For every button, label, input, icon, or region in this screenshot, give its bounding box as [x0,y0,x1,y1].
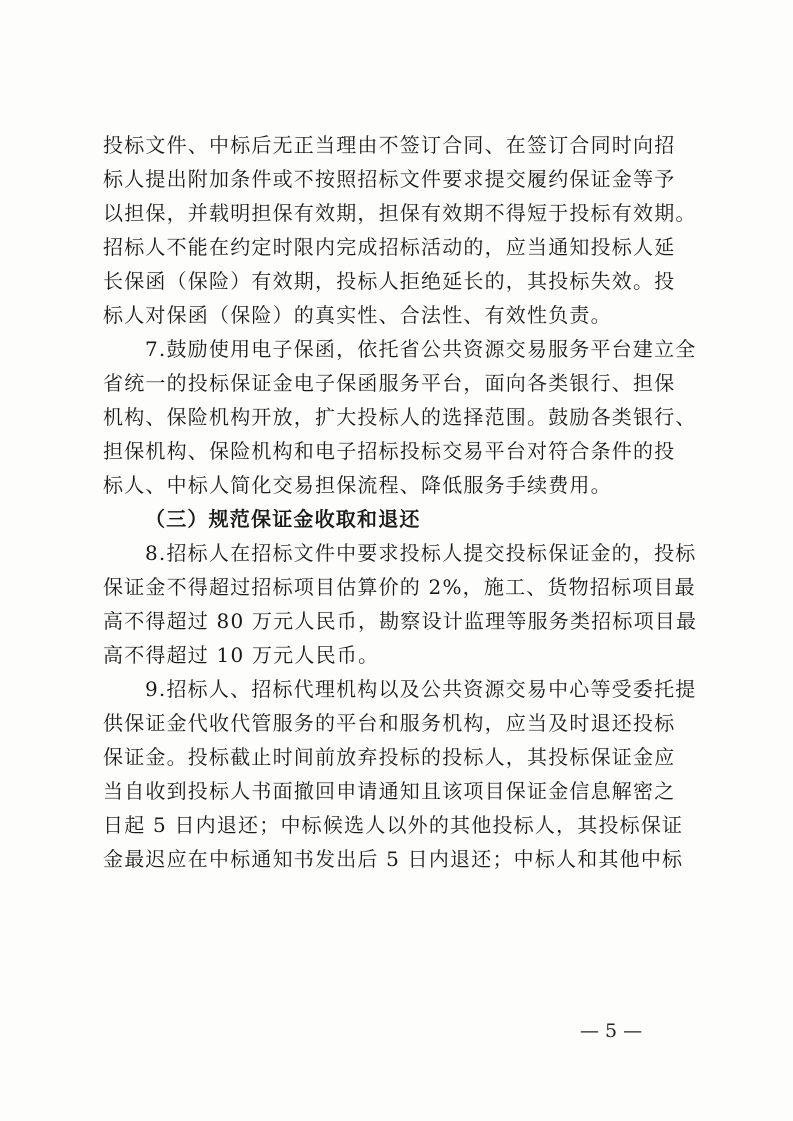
text-line: 投标文件、中标后无正当理由不签订合同、在签订合同时向招 [103,133,676,157]
body-text [103,128,698,876]
text-line: 供保证金代收代管服务的平台和服务机构，应当及时退还投标 [103,711,676,735]
text-line: 9.招标人、招标代理机构以及公共资源交易中心等受委托提 [145,677,697,701]
text-line: 高不得超过 80 万元人民币，勘察设计监理等服务类招标项目最 [103,609,698,633]
text-line: 当自收到投标人书面撤回申请通知且该项目保证金信息解密之 [103,779,676,803]
text-line: 日起 5 日内退还；中标候选人以外的其他投标人，其投标保证 [103,813,684,837]
text-line: 7.鼓励使用电子保函，依托省公共资源交易服务平台建立全 [145,337,697,361]
section-heading: （三）规范保证金收取和退还 [145,507,421,531]
text-line: 金最迟应在中标通知书发出后 5 日内退还；中标人和其他中标 [103,847,684,871]
text-line: 机构、保险机构开放，扩大投标人的选择范围。鼓励各类银行、 [103,405,697,429]
text-line: 省统一的投标保证金电子保函服务平台，面向各类银行、担保 [103,371,676,395]
text-line: 标人提出附加条件或不按照招标文件要求提交履约保证金等予 [103,167,676,191]
text-line: 标人、中标人简化交易担保流程、降低服务手续费用。 [103,473,612,497]
text-line: 长保函（保险）有效期，投标人拒绝延长的，其投标失效。投 [103,269,676,293]
page-number: — 5 — [580,1020,643,1042]
text-line: 以担保，并载明担保有效期，担保有效期不得短于投标有效期。 [103,201,697,225]
text-line: 招标人不能在约定时限内完成招标活动的，应当通知投标人延 [103,235,676,259]
text-line: 保证金。投标截止时间前放弃投标的投标人，其投标保证金应 [103,745,676,769]
text-line: 8.招标人在招标文件中要求投标人提交投标保证金的，投标 [145,541,697,565]
text-line: 担保机构、保险机构和电子招标投标交易平台对符合条件的投 [103,439,676,463]
text-line: 保证金不得超过招标项目估算价的 2%，施工、货物招标项目最 [103,575,696,599]
text-line: 标人对保函（保险）的真实性、合法性、有效性负责。 [103,303,612,327]
text-line: 高不得超过 10 万元人民币。 [103,643,380,667]
